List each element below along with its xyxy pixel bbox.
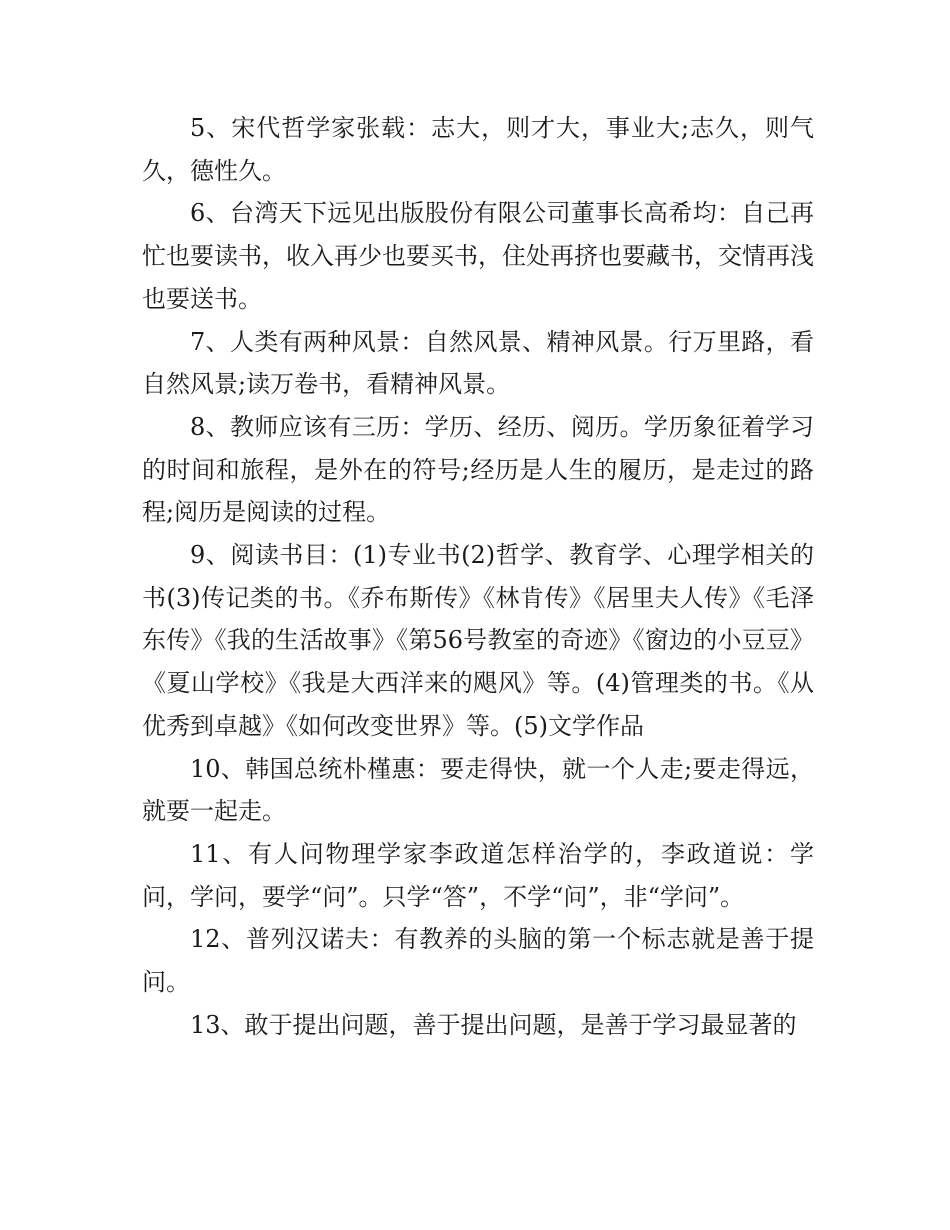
paragraph-10: 10、韩国总统朴槿惠：要走得快，就一个人走;要走得远，就要一起走。 bbox=[142, 754, 814, 826]
paragraph-5: 5、宋代哲学家张载：志大，则才大，事业大;志久，则气久，德性久。 bbox=[142, 114, 814, 185]
document-body bbox=[142, 107, 814, 1046]
paragraph-9: 9、阅读书目：(1)专业书(2)哲学、教育学、心理学相关的书(3)传记类的书。《乔布斯传》《林肯传》《居里夫人传》《毛泽东传》《我的生活故事》《第56号教室的奇迹》《窗边的小豆豆》《夏山学校》《我是大西洋来的飓风》等。(4)管理类的书。《从优秀到卓越》《如何改变世界》等。(5)文学作品 bbox=[142, 541, 814, 740]
paragraph-13: 13、敢于提出问题，善于提出问题，是善于学习最显著的 bbox=[190, 1010, 797, 1039]
paragraph-11: 11、有人问物理学家李政道怎样治学的，李政道说：学问，学问，要学“问”。只学“答”，不学“问”，非“学问”。 bbox=[142, 839, 814, 911]
paragraph-6: 6、台湾天下远见出版股份有限公司董事长高希均：自己再忙也要读书，收入再少也要买书，住处再挤也要藏书，交情再浅也要送书。 bbox=[142, 199, 814, 313]
paragraph-7: 7、人类有两种风景：自然风景、精神风景。行万里路，看自然风景;读万卷书，看精神风景。 bbox=[142, 327, 814, 399]
paragraph-12: 12、普列汉诺夫：有教养的头脑的第一个标志就是善于提问。 bbox=[142, 925, 814, 997]
paragraph-8: 8、教师应该有三历：学历、经历、阅历。学历象征着学习的时间和旅程，是外在的符号;经历是人生的履历，是走过的路程;阅历是阅读的过程。 bbox=[142, 412, 814, 527]
